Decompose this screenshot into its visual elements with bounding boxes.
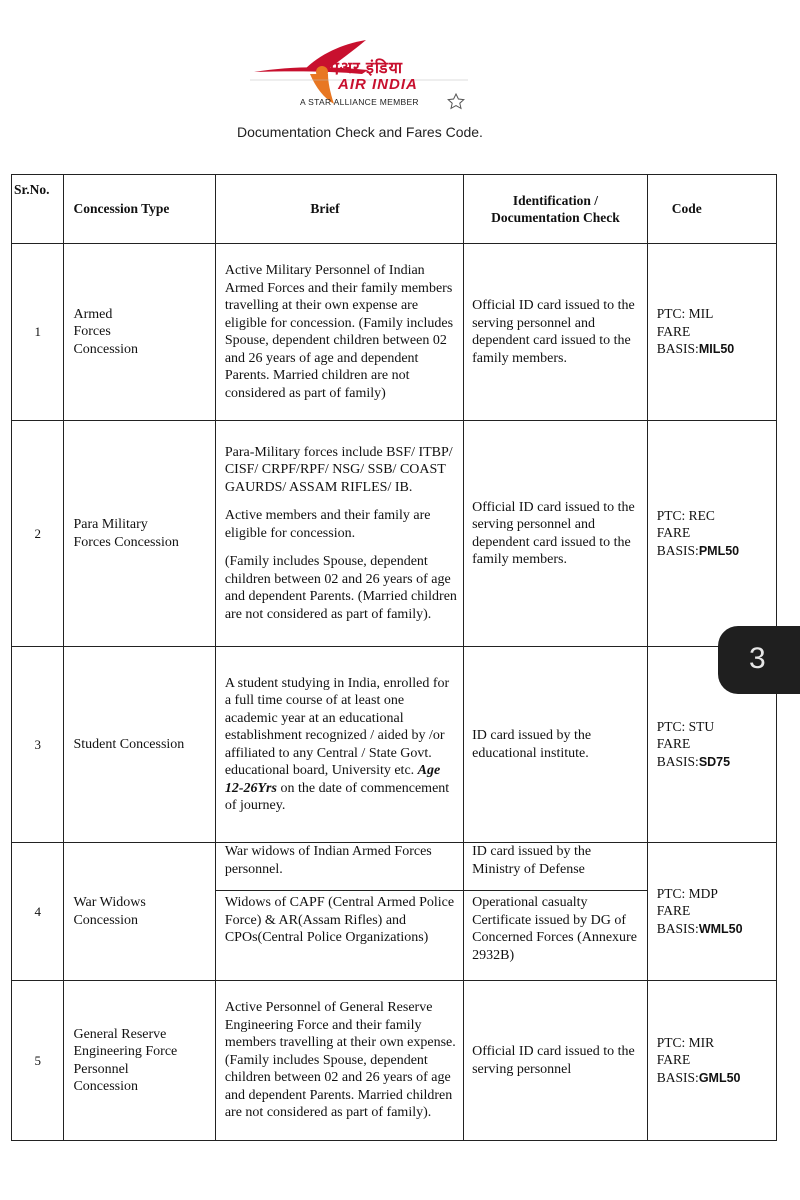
header-identification-line2: Documentation Check [491, 210, 620, 225]
brief-text: on the date of commencement of journey. [224, 780, 450, 813]
table-row [12, 843, 777, 891]
fare-basis [657, 1069, 775, 1088]
cell-code [647, 421, 776, 647]
cell-documentation: Official ID card issued to the serving personnel [464, 981, 648, 1141]
age-range-text: Age 12-26Yrs [224, 763, 441, 796]
basis-label: BASIS: [656, 920, 699, 936]
table-row [12, 647, 777, 843]
cell-documentation: Official ID card issued to the serving personnel and dependent card issued to the family members. [464, 244, 648, 421]
basis-value: GML50 [698, 1070, 741, 1085]
fare-label: FARE [656, 903, 691, 919]
cell-brief: Active Personnel of General Reserve Engineering Force and their family members travelling at their own expense. (Family includes Spouse, dependent children between 02 and 26 years of age and dependent Parents. Married children are not considered as part of family). [215, 981, 463, 1141]
header-concession-type: Concession Type [64, 175, 215, 244]
concession-table [11, 174, 777, 1141]
basis-label: BASIS: [656, 1069, 699, 1085]
fare-label: FARE [656, 525, 691, 541]
fare-label: FARE [656, 736, 691, 752]
ptc-code: PTC: MDP [656, 885, 718, 901]
brand-hindi-text: एअर इंडिया [330, 60, 404, 77]
cell-documentation: ID card issued by the educational institute. [464, 647, 648, 843]
page-number-indicator[interactable] [718, 626, 800, 694]
cell-code [647, 981, 776, 1141]
fare-label: FARE [656, 323, 691, 339]
cell-concession-type: War Widows Concession [64, 843, 215, 981]
fare-basis [657, 542, 775, 561]
air-india-logo [250, 36, 470, 110]
brief-paragraph: Para-Military forces include BSF/ ITBP/ CISF/ CRPF/RPF/ NSG/ SSB/ COAST GAURDS/ ASSAM RIFLES/ IB. [224, 444, 453, 495]
cell-concession-type: Student Concession [64, 647, 215, 843]
table-row [12, 421, 777, 647]
brief-paragraph: (Family includes Spouse, dependent children between 02 and 26 years of age and dependent Parents. (Married children are not considered as part of family). [224, 554, 457, 622]
header-code: Code [647, 175, 776, 244]
document-title: Documentation Check and Fares Code. [237, 124, 483, 140]
cell-concession-type: General Reserve Engineering Force Personnel Concession [64, 981, 215, 1141]
fare-basis [657, 920, 775, 939]
basis-label: BASIS: [656, 542, 699, 558]
brief-paragraph: Active members and their family are eligible for concession. [224, 508, 431, 541]
ptc-code: PTC: MIR [656, 1034, 715, 1050]
cell-documentation: Operational casualty Certificate issued by DG of Concerned Forces (Annexure 2932B) [464, 891, 648, 981]
table-row [12, 981, 777, 1141]
fare-label: FARE [656, 1052, 691, 1068]
alliance-text: A STAR ALLIANCE MEMBER [300, 97, 419, 107]
basis-value: SD75 [698, 754, 731, 769]
cell-sr-no: 1 [12, 244, 64, 421]
page-number: 3 [749, 642, 766, 675]
ptc-code: PTC: MIL [656, 306, 714, 322]
cell-brief: Active Military Personnel of Indian Armed Forces and their family members travelling at their own expense are eligible for concession. (Family includes Spouse, dependent children between 02 and 26 years of age and dependent Parents. Married children are not considered as part of family) [215, 244, 463, 421]
basis-value: MIL50 [698, 342, 735, 357]
cell-brief [215, 421, 463, 647]
cell-documentation: ID card issued by the Ministry of Defense [464, 843, 648, 891]
cell-sr-no: 5 [12, 981, 64, 1141]
cell-documentation: Official ID card issued to the serving personnel and dependent card issued to the family members. [464, 421, 648, 647]
basis-value: WML50 [698, 921, 743, 936]
cell-concession-type: Armed Forces Concession [64, 244, 215, 421]
brand-text: AIR INDIA [338, 76, 418, 93]
fare-basis [657, 753, 775, 772]
table-header-row [12, 175, 777, 244]
cell-code [647, 843, 776, 981]
cell-concession-type: Para Military Forces Concession [64, 421, 215, 647]
cell-sr-no: 2 [12, 421, 64, 647]
cell-brief: War widows of Indian Armed Forces personnel. [215, 843, 463, 891]
cell-sr-no: 4 [12, 843, 64, 981]
basis-label: BASIS: [656, 753, 699, 769]
fare-basis [657, 340, 775, 359]
cell-brief: Widows of CAPF (Central Armed Police Force) & AR(Assam Rifles) and CPOs(Central Police Organizations) [215, 891, 463, 981]
header-brief: Brief [215, 175, 463, 244]
basis-value: PML50 [698, 543, 740, 558]
basis-label: BASIS: [656, 341, 699, 357]
cell-brief [215, 647, 463, 843]
ptc-code: PTC: STU [656, 718, 715, 734]
table-row [12, 244, 777, 421]
header-identification-line1: Identification / [512, 192, 599, 208]
header-identification [464, 175, 648, 244]
header-sr-no: Sr.No. [12, 175, 64, 244]
cell-code [647, 244, 776, 421]
ptc-code: PTC: REC [656, 507, 715, 523]
brief-text: A student studying in India, enrolled for a full time course of at least one academic year at an educational establishment recognized / aided by /or affiliated to any Central / State Govt. educational board, University etc. [224, 675, 450, 778]
cell-sr-no: 3 [12, 647, 64, 843]
